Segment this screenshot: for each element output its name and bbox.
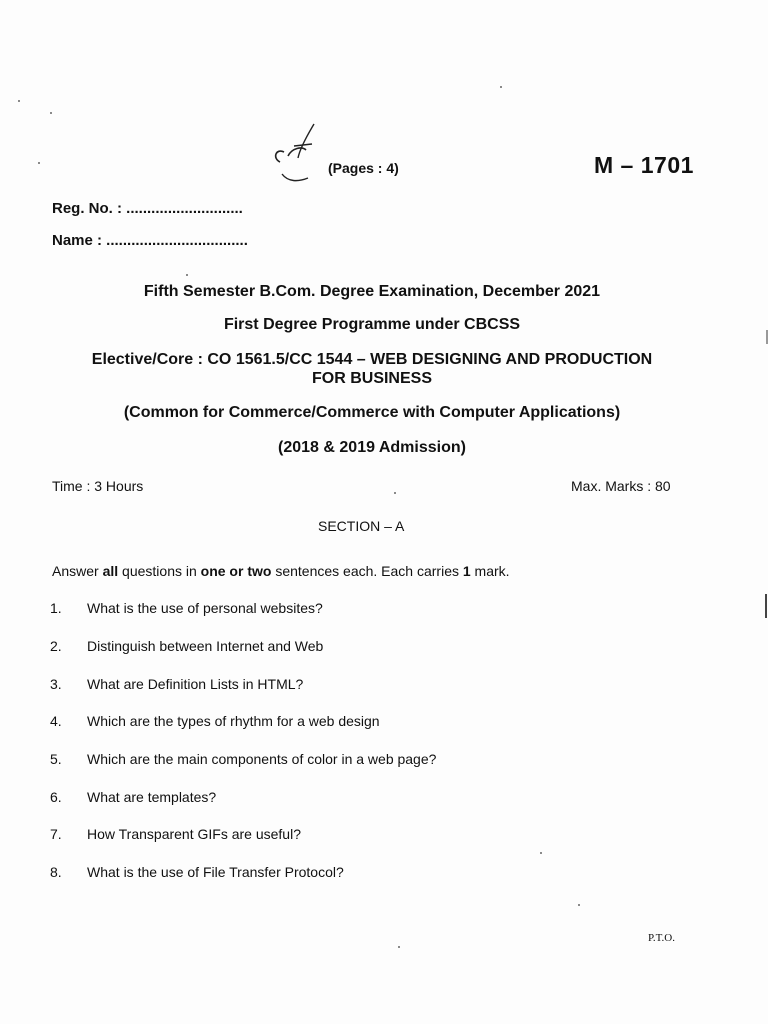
question-number: 3. <box>50 676 62 692</box>
question-text: Distinguish between Internet and Web <box>87 638 324 654</box>
scan-speck <box>50 112 52 114</box>
instr-bold-one: 1 <box>462 563 471 579</box>
question-text: Which are the main components of color in a web page? <box>87 751 437 767</box>
question-text: How Transparent GIFs are useful? <box>87 826 301 842</box>
section-instructions <box>52 563 510 579</box>
question-text: Which are the types of rhythm for a web design <box>87 713 380 729</box>
question-text: What is the use of File Transfer Protocol? <box>87 864 344 880</box>
question-text: What is the use of personal websites? <box>87 600 323 616</box>
question-text: What are Definition Lists in HTML? <box>87 676 304 692</box>
reg-no-field: Reg. No. : ............................ <box>52 200 243 217</box>
handwritten-initials <box>268 120 328 190</box>
max-marks: Max. Marks : 80 <box>571 478 671 494</box>
section-heading: SECTION – A <box>318 518 405 534</box>
instr-text-3: sentences each. Each carries <box>271 563 463 579</box>
scan-speck <box>38 162 40 164</box>
scan-speck <box>500 86 502 88</box>
course-title <box>40 350 704 388</box>
question-number: 7. <box>50 826 62 842</box>
paper-code: M – 1701 <box>594 152 694 178</box>
instr-bold-one-or-two: one or two <box>200 563 272 579</box>
question-number: 4. <box>50 713 62 729</box>
instr-bold-all: all <box>102 563 119 579</box>
scan-speck <box>186 274 188 276</box>
scan-speck <box>398 946 400 948</box>
time-allowed: Time : 3 Hours <box>52 478 144 494</box>
pto-note: P.T.O. <box>648 932 675 944</box>
pages-note: (Pages : 4) <box>328 160 399 176</box>
scan-speck <box>540 852 542 854</box>
scan-speck <box>18 100 20 102</box>
course-title-line-1: Elective/Core : CO 1561.5/CC 1544 – WEB DESIGNING AND PRODUCTION <box>91 351 653 368</box>
scan-speck <box>394 492 396 494</box>
instr-text-2: questions in <box>118 563 201 579</box>
question-number: 6. <box>50 789 62 805</box>
instr-text-1: Answer <box>52 563 103 579</box>
question-number: 5. <box>50 751 62 767</box>
programme-title: First Degree Programme under CBCSS <box>223 316 521 333</box>
name-field: Name : .................................. <box>52 232 248 249</box>
instr-text-4: mark. <box>470 563 510 579</box>
question-number: 2. <box>50 638 62 654</box>
scan-edge-mark <box>765 594 767 618</box>
exam-title: Fifth Semester B.Com. Degree Examination, December 2021 <box>143 283 601 300</box>
question-text: What are templates? <box>87 789 217 805</box>
common-for-note: (Common for Commerce/Commerce with Computer Applications) <box>123 404 621 421</box>
question-number: 1. <box>50 600 62 616</box>
course-title-line-2: FOR BUSINESS <box>311 370 432 387</box>
admission-note: (2018 & 2019 Admission) <box>278 439 466 456</box>
question-number: 8. <box>50 864 62 880</box>
scan-speck <box>578 904 580 906</box>
